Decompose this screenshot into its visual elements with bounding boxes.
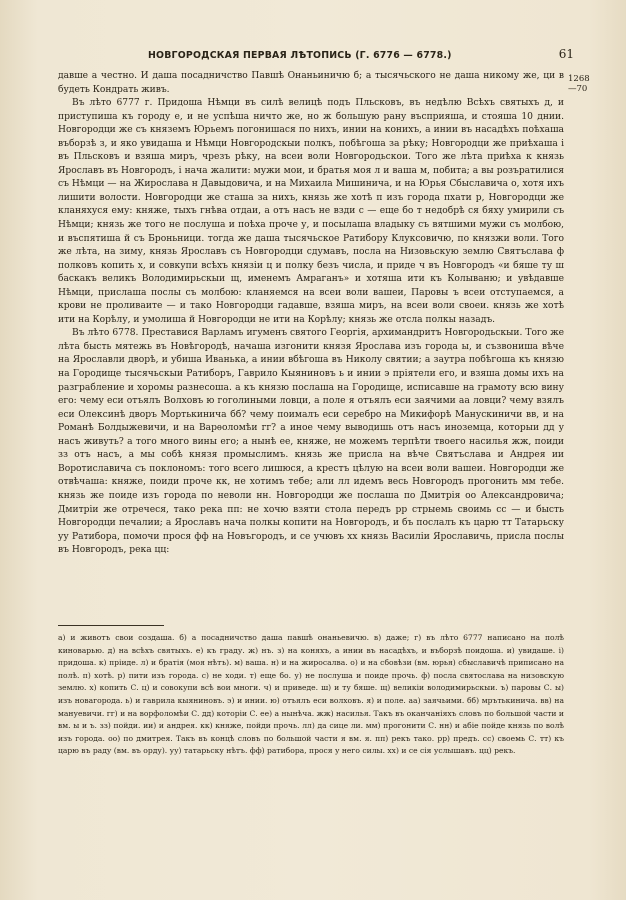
margin-year-end: —70 <box>568 84 588 94</box>
footnotes <box>58 632 564 758</box>
margin-year-start: 1268 <box>568 74 590 84</box>
page-number: 61 <box>558 47 574 61</box>
running-header <box>56 48 574 66</box>
margin-year-note <box>568 74 590 94</box>
footnote-paragraph: а) и животъ свои создаша. б) а посадничство даша павшѣ онаньевичю. в) даже; г) въ лѣто 6777 написано на полѣ киноварью. д) на всѣхъ святыхъ. е) къ граду. ж) нъ. з) на коняхъ, а инии въ насадѣхъ, и въборзѣ поидоша. и) увидаше. і) придоша. к) прiиде. л) и братiя (моя нѣтъ). м) ваша. н) и на жиросалва. о) и на сбовѣзи (вм. юрья) сбыславичѣ приписано на полѣ. п) хотѣ. р) пити изъ города. с) не ходи. т) еще бо. у) не послуша и поиде прочь. ф) посла святослава на низовскую землю. х) копить С. ц) и совокупи всѣ вои многи. ч) и приведе. ш) и ту бяше. щ) великiи володимирьскыи. ъ) паровы С. ы) изъ новагорода. ь) и гаврила кыяниновъ. э) и инии. ю) отъялъ еси волховъ. я) и поле. аа) заячьими. бб) мрътькинича. вв) на мануевичи. гг) и на ворфоломѣи С. дд) которiи С. ее) а нынѣча. жж) насилья. Такъ въ оканчаніяхъ словъ по большой части и вм. ы и ъ. зз) пойди. ии) и андрея. кк) княже, пойди прочь. лл) да сице ли. мм) прогонити С. нн) и абiе пойде князь по волѣ изъ города. оо) по дмитрея. Такъ въ концѣ словъ по большой части я вм. я. пп) рекъ тако. рр) предъ. сс) своемь С. тт) къ царю въ раду (вм. въ орду). уу) татарьску нѣтъ. фф) ратибора, прося у него силы. хх) и се сія услышавъ. цц) рекъ. <box>58 633 564 756</box>
chronicle-text <box>58 70 564 558</box>
body-paragraph: Въ лѣто 6777 г. Придоша Нѣмци въ силѣ велицѣ подъ Пльсковъ, въ недѣлю Всѣхъ святыхъ д, и приступиша къ городу е, и не успѣша ничто же, но ж большую рану въсприяша, и стояша 10 днии. Новгородци же съ княземъ Юрьемъ погонишася по нихъ, инии на конихъ, а инии въ насадѣхъ поѣхаша въборзѣ з, и яко увидаша и Нѣмци Новгородскыи полкъ, побѣгоша за рѣку; Новгородци же приѣхаша і въ Пльсковъ и взяша миръ, чрезъ рѣку, на всеи воли Новгородьскои. Того же лѣта приѣха к князь Ярославъ въ Новгородъ, і нача жалити: мужи мои, и братья моя л и ваша м, побита; а вы розъратилися съ Нѣмци — на Жирослава н Давыдовича, и на Михаила Мишинича, и на Юрья Сбыславича о, хотя ихъ лишити волости. Новгородци же сташа за нихъ, князь же хотѣ п изъ города пхати р, Новгородци же кланяхуся ему: княже, тыхъ гнѣва отдаи, а отъ насъ не взди с — еще бо т недобрѣ ся бяху умирили съ Нѣмци; князь же того не послуша и поѣха проче у, и посылаша владыку съ вятшими мужи съ молбою, и въспятиша й съ Броньници. тогда же даша тысячьское Ратибору Клуксовичю, по князжи воли. Того же лѣта, на зиму, князь Ярославъ съ Новгородци сдумавъ, посла на Низовьскую землю Святъслава ф полковъ копить х, и совкупи всѣхъ князiи ц и полку безъ числа, и приде ч въ Новгородъ «и бяше ту ш баскакъ великъ Володимирьскыи щ, именемъ Амраганъ» и хотяша ити къ Колываню; и увѣдавше Нѣмци, прислаша послы съ молбою: кланяемся на всеи воли вашеи, Паровы ъ всеи отступаемся, а крови не проливаите — и тако Новгородци гадавше, взяша миръ, на всеи воли своеи. князь же хотѣ ити на Корѣлу, и умолиша й Новгородци не ити на Корѣлу; князь же отсла полкы назадъ. <box>58 98 564 325</box>
footnote-divider <box>58 625 164 626</box>
body-paragraph: давше а честно. И даша посадничство Павшѣ Онаньиничю б; а тысячьского не даша никому же, ци в будеть Кондрать живъ. <box>58 71 564 95</box>
body-paragraph: Въ лѣто 6778. Преставися Варламъ игуменъ святого Георгiя, архимандритъ Новгородьскыи. Того же лѣта бысть мятежь въ Новѣгородѣ, начаша изгонити князя Ярослава изъ города ы, и съзвониша вѣче на Ярославли дворѣ, и убиша Иванька, а инии вбѣгоша въ Николу святии; а заутра побѣгоша къ князю на Городище тысячьскыи Ратиборъ, Гаврило Кыяниновъ ь и инии э прiятели его, и взяша домы ихъ на разграбление и хоромы разнесоша. а къ князю послаша на Городище, исписавше на грамоту всю вину его: чему еси отъялъ Волховъ ю гоголиными ловци, а поле я отъялъ еси заячими аа ловци? чему взялъ еси Олексинѣ дворъ Мортькинича бб? чему поималъ еси серебро на Микифорѣ Манускиничи вв, и на Романѣ Болдыжевичи, и на Варѳоломѣи гг? а иное чему выводишь отъ насъ иноземца, которыи дд у насъ живуть? а того много вины его; а нынѣ ее, княже, не можемъ терпѣти твоего насилья жж, поиди зз отъ насъ, а мы собѣ князя промыслимъ. князь же присла на вѣче Святъслава и Андрея ии Воротиславича съ поклономъ: того всего лишюся, а крестъ цѣлую на всеи воли вашеи. Новгородци же отвѣчаша: княже, поиди проче кк, не хотимъ тебе; али лл идемъ весь Новгородъ прогонить мм тебе. князь же поиде изъ города по неволи нн. Новгородци же послаша по Дмитрiя оо Александровича; Дмитрiи же отречеся, тако река пп: не хочю взяти стола передъ рр стрыемь своимь сс — и бысть Новгородци печалии; а Ярославъ нача полкы копити на Новгородъ, и бъ послалъ къ царю тт Татарьску уу Ратибора, помочи прося фф на Новъгородъ, и се учювъ хх князь Василiи Ярославичь, присла послы въ Новгородъ, река цц: <box>58 328 564 556</box>
running-title: НОВГОРОДСКАЯ ПЕРВАЯ ЛѢТОПИСЬ (Г. 6776 — 6778.) <box>148 50 452 61</box>
